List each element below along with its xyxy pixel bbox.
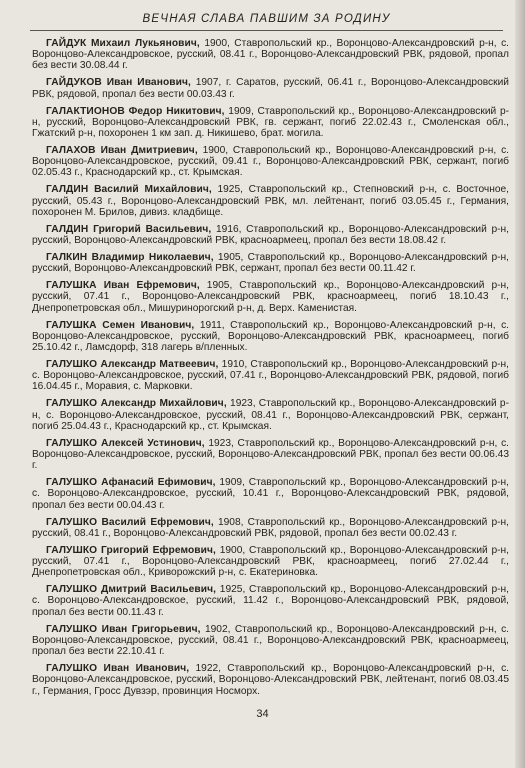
person-name: ГАЛУШКО Александр Матвеевич, [46,359,219,371]
person-details: 1907, г. Саратов, русский, 06.41 г., Воронцово-Александровский РВК, рядовой, пропал без вести 00.03.43 г. [32,77,509,100]
list-item [32,624,509,658]
person-details: 1900, Ставропольский кр., Воронцово-Александровский р-н, с. Воронцово-Александровское, русский, 08.41 г., Воронцово-Александровский РВК, рядовой, пропал без вести 30.08.44 г. [32,38,509,72]
person-details: 1923, Ставропольский кр., Воронцово-Александровский р-н, с. Воронцово-Александровское, русский, Воронцово-Александровский РВК, пропал без вести 00.06.43 г. [32,437,509,472]
person-details: 1909, Ставропольский кр., Воронцово-Александровский р-н, с. Воронцово-Александровское, русский, 10.41 г., Воронцово-Александровский РВК, рядовой, пропал без вести 00.04.43 г. [32,477,509,511]
person-details: 1905, Ставропольский кр., Воронцово-Александровский р-н, русский, Воронцово-Александровский РВК, сержант, пропал без вести 00.11.42 г. [32,252,509,275]
person-name: ГАЛУШКО Григорий Ефремович, [46,544,216,556]
entry-list [32,38,509,703]
person-details: 1922, Ставропольский кр., Воронцово-Александровский р-н, с. Воронцово-Александровское, русский, Воронцово-Александровский РВК, лейтенант, погиб 08.03.45 г., Германия, Гросс Дувзэр, провинция Носморх. [32,663,509,697]
person-name: ГАЛКИН Владимир Николаевич, [46,252,214,264]
person-name: ГАЛУШКО Афанасий Ефимович, [46,477,216,489]
person-name: ГАЛАХОВ Иван Дмитриевич, [46,145,198,157]
person-name: ГАЛАКТИОНОВ Федор Никитович, [46,105,225,117]
list-item [32,77,509,99]
list-item [32,359,509,393]
page-number: 34 [256,708,269,720]
list-item [32,38,509,72]
person-details: 1911, Ставропольский кр., Воронцово-Александровский р-н, с. Воронцово-Александровское, русский, Воронцово-Александровский РВК, красноармеец, погиб 25.10.42 г., Ламсдорф, 318 лагерь в/пленных. [32,319,509,354]
person-details: 1900, Ставропольский кр., Воронцово-Александровский р-н, русский, 07.41 г., Воронцово-Александровский РВК, красноармеец, погиб 27.02.44 г., Днепропетровская обл., Криворожский р-н, с. Екатериновка. [32,544,509,579]
person-name: ГАЛУШКО Александр Михайлович, [46,398,227,410]
person-name: ГАЛДИН Василий Михайлович, [46,184,212,196]
person-name: ГАЛУШКО Иван Иванович, [46,663,190,675]
list-item [32,224,509,246]
person-name: ГАЛДИН Григорий Васильевич, [46,223,212,235]
person-details: 1900, Ставропольский кр., Воронцово-Александровский р-н, с. Воронцово-Александровское, русский, 09.41 г., Воронцово-Александровский РВК, сержант, погиб 02.05.43 г., Краснодарский кр., ст. Крымская. [32,145,509,179]
list-item [32,398,509,432]
list-item [32,477,509,511]
list-item [32,280,509,314]
person-details: 1923, Ставропольский кр., Воронцово-Александровский р-н, с. Воронцово-Александровское, русский, 08.41 г., Воронцово-Александровский РВК, сержант, погиб 25.04.43 г., Краснодарский кр., ст. Крымская. [32,398,509,432]
person-name: ГАЙДУКОВ Иван Иванович, [46,77,191,89]
running-header [30,8,503,31]
running-header-title: ВЕЧНАЯ СЛАВА ПАВШИМ ЗА РОДИНУ [142,13,391,25]
person-name: ГАЙДУК Михаил Лукьянович, [46,38,200,49]
list-item [32,584,509,618]
list-item [32,145,509,179]
person-name: ГАЛУШКА Иван Ефремович, [46,280,200,292]
list-item [32,545,509,579]
list-item [32,252,509,274]
list-item [32,184,509,218]
person-details: 1909, Ставропольский кр., Воронцово-Александровский р-н, русский, Воронцово-Александровский РВК, гв. сержант, погиб 22.02.43 г., Смоленская обл., Гжатский р-н, похоронен 1 км зап. д. Никишево, брат. могила. [32,105,510,140]
person-details: 1910, Ставропольский кр., Воронцово-Александровский р-н, с. Воронцово-Александровское, русский, 07.41 г., Воронцово-Александровский РВК, рядовой, погиб 16.04.45 г., Моравия, с. Марковки. [32,359,509,393]
page-spine-shadow [515,0,525,768]
list-item [32,438,509,472]
list-item [32,663,509,697]
list-item [32,320,509,354]
list-item [32,517,509,539]
person-details: 1908, Ставропольский кр., Воронцово-Александровский р-н, русский, 08.41 г., Воронцово-Александровский РВК, рядовой, пропал без вести 00.02.43 г. [32,516,509,539]
person-name: ГАЛУШКО Василий Ефремович, [46,516,214,528]
person-name: ГАЛУШКА Семен Иванович, [46,319,195,331]
person-name: ГАЛУШКО Алексей Устинович, [46,437,205,449]
person-name: ГАЛУШКО Дмитрий Васильевич, [46,584,217,596]
person-details: 1916, Ставропольский кр., Воронцово-Александровский р-н, русский, Воронцово-Александровский РВК, красноармеец, пропал без вести 18.08.42 г. [32,223,509,247]
person-details: 1902, Ставропольский кр., Воронцово-Александровский р-н, с. Воронцово-Александровское, русский, 08.41 г., Воронцово-Александровский РВК, красноармеец, пропал без вести 22.10.41 г. [32,623,509,658]
person-name: ГАЛУШКО Иван Григорьевич, [46,623,201,635]
person-details: 1905, Ставропольский кр., Воронцово-Александровский р-н, русский, 07.41 г., Воронцово-Александровский РВК, красноармеец, погиб 18.10.43 г., Днепропетровская обл., Мишуринорогский р-н, д. Верх. Каменистая. [32,280,509,314]
person-details: 1925, Ставропольский кр., Воронцово-Александровский р-н, с. Воронцово-Александровское, русский, 11.42 г., Воронцово-Александровский РВК, рядовой, пропал без вести 00.11.43 г. [32,584,509,618]
list-item [32,106,509,140]
person-details: 1925, Ставропольский кр., Степновский р-н, с. Восточное, русский, 05.43 г., Воронцово-Александровский РВК, мл. лейтенант, погиб 03.05.45 г., Германия, похоронен М. Брилов, дивиз. кладбище. [32,184,509,218]
